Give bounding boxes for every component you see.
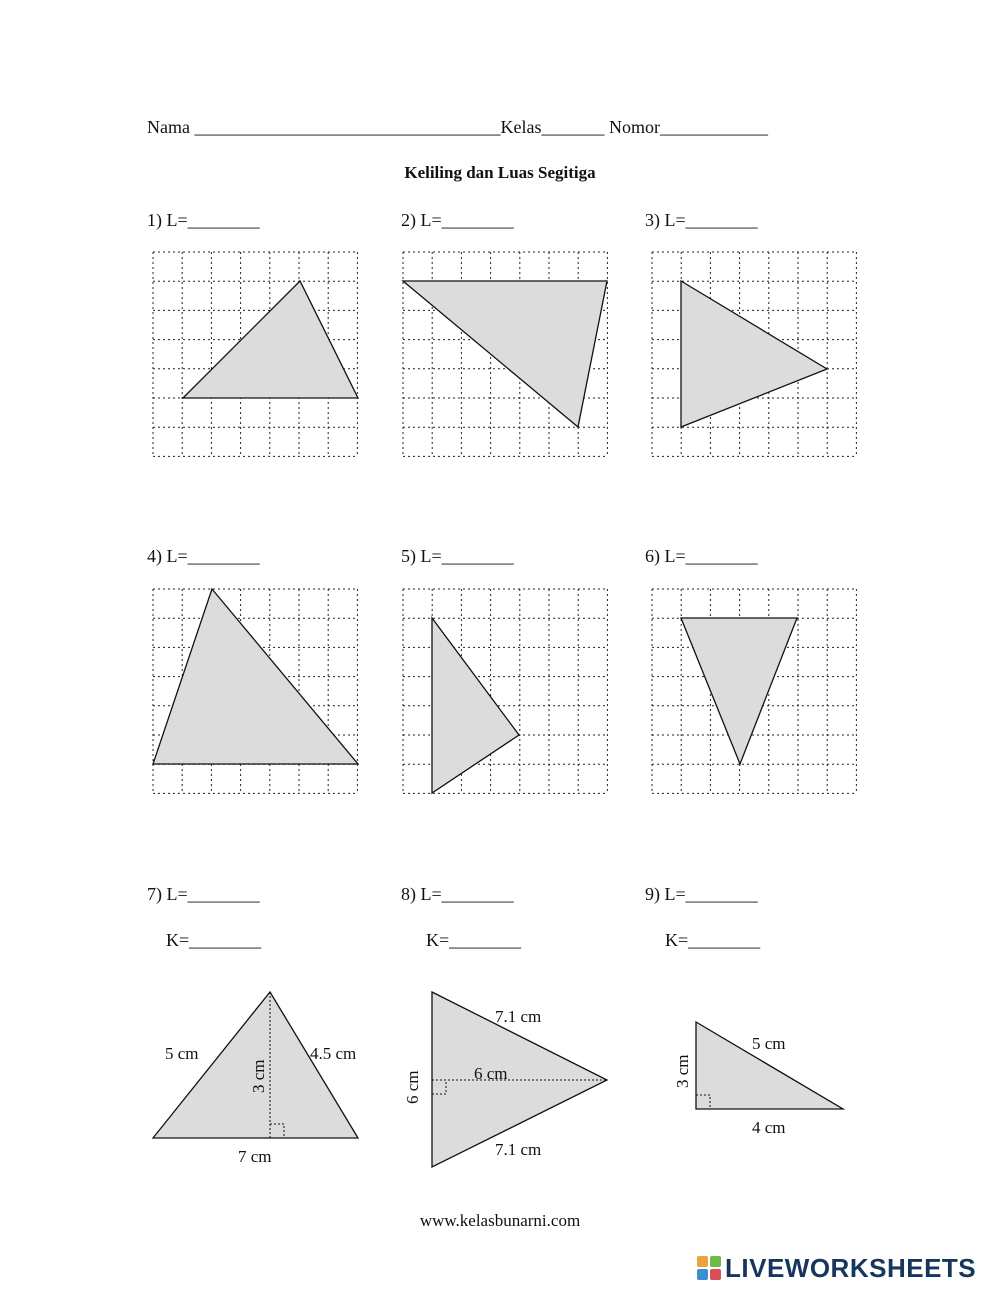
problem-5-area-blank[interactable]: 5) L=________ xyxy=(401,546,514,566)
problem-9-area-blank[interactable]: 9) L=________ xyxy=(645,884,758,904)
triangle-7-right-side-label: 4.5 cm xyxy=(310,1044,357,1063)
triangle-2 xyxy=(403,281,607,427)
problem-6-area-blank[interactable]: 6) L=________ xyxy=(645,546,758,566)
logo-square-4 xyxy=(710,1269,721,1280)
triangle-8-base-label: 6 cm xyxy=(403,1070,422,1104)
liveworksheets-logo-icon xyxy=(697,1256,721,1280)
name-blank[interactable]: __________________________________ xyxy=(194,117,501,137)
triangle-8-top-side-label: 7.1 cm xyxy=(495,1007,542,1026)
problem-3-area-blank[interactable]: 3) L=________ xyxy=(645,210,758,230)
problem-8-area-blank[interactable]: 8) L=________ xyxy=(401,884,514,904)
name-label: Nama xyxy=(147,117,195,137)
triangle-8-bottom-side-label: 7.1 cm xyxy=(495,1140,542,1159)
class-blank[interactable]: _______ xyxy=(541,117,605,137)
footer-website: www.kelasbunarni.com xyxy=(419,1211,581,1230)
number-label: Nomor xyxy=(604,117,660,137)
problem-4-area-blank[interactable]: 4) L=________ xyxy=(147,546,260,566)
triangle-9-height-label: 3 cm xyxy=(673,1054,692,1088)
problem-2-area-blank[interactable]: 2) L=________ xyxy=(401,210,514,230)
triangle-8-height-label: 6 cm xyxy=(474,1064,508,1083)
problem-9-perimeter-blank[interactable]: K=________ xyxy=(665,930,761,950)
triangle-9-base-label: 4 cm xyxy=(752,1118,786,1137)
worksheet-title: Keliling dan Luas Segitiga xyxy=(404,163,596,182)
triangle-5 xyxy=(432,618,519,793)
liveworksheets-logo[interactable] xyxy=(697,1252,976,1284)
triangle-7-height-label: 3 cm xyxy=(249,1059,268,1093)
triangle-7-base-label: 7 cm xyxy=(238,1147,272,1166)
triangle-6 xyxy=(681,618,797,764)
triangle-9-hypotenuse-label: 5 cm xyxy=(752,1034,786,1053)
triangle-3 xyxy=(681,281,827,427)
problem-7-perimeter-blank[interactable]: K=________ xyxy=(166,930,262,950)
problem-1-area-blank[interactable]: 1) L=________ xyxy=(147,210,260,230)
number-blank[interactable]: ____________ xyxy=(659,117,768,137)
logo-square-3 xyxy=(697,1269,708,1280)
problem-7-area-blank[interactable]: 7) L=________ xyxy=(147,884,260,904)
liveworksheets-logo-text: LIVEWORKSHEETS xyxy=(725,1252,977,1283)
class-label: Kelas xyxy=(500,117,542,137)
triangle-7-left-side-label: 5 cm xyxy=(165,1044,199,1063)
problem-8-perimeter-blank[interactable]: K=________ xyxy=(426,930,522,950)
logo-square-1 xyxy=(697,1256,708,1267)
logo-square-2 xyxy=(710,1256,721,1267)
triangle-4 xyxy=(153,589,358,764)
